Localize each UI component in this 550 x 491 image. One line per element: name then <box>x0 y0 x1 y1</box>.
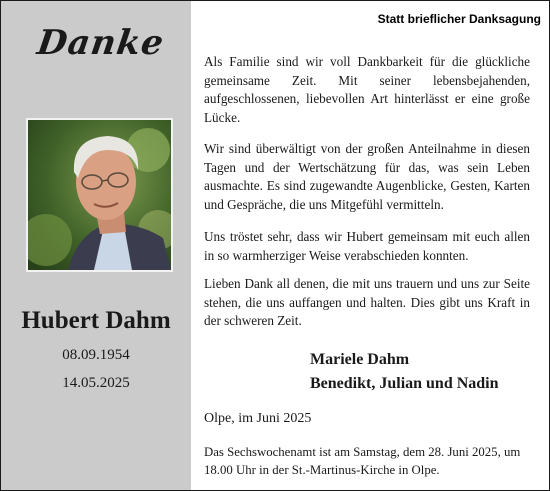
paragraph-sympathy: Wir sind überwältigt von der großen Anteilnahme in diesen Tagen und der Wertschätzung für das, was sein Leben ausmachte. Es sind zugewandte Augenblicke, Gesten, Karten und Gespräche, die uns Mitgefühl vermitteln. <box>204 141 530 212</box>
paragraph-farewell: Uns tröstet sehr, dass wir Hubert gemeinsam mit euch allen in so warmherziger Weise verabschieden konnten. <box>204 229 530 263</box>
death-date: 14.05.2025 <box>62 375 130 391</box>
danke-word: Danke <box>34 23 167 63</box>
paragraph-thanks: Lieben Dank all denen, die mit uns trauern und uns zur Seite stehen, die uns auffangen und halten. Dies gibt uns Kraft in der schweren Zeit. <box>204 276 530 328</box>
portrait-photo <box>26 118 173 272</box>
birth-date: 08.09.1954 <box>62 347 130 363</box>
signature-line-1: Mariele Dahm <box>310 351 410 368</box>
memorial-notice: Das Sechswochenamt ist am Samstag, dem 28. Juni 2025, um 18.00 Uhr in der St.-Martinus-Kirche in Olpe. <box>204 445 521 477</box>
paragraph-gratitude: Als Familie sind wir voll Dankbarkeit für die glückliche gemeinsame Zeit. Mit seiner lebensbejahenden, aufgeschlossenen, liebevollen Art hinterlässt er eine große Lücke. <box>204 54 530 125</box>
place-date: Olpe, im Juni 2025 <box>204 411 312 426</box>
portrait-image <box>28 120 171 270</box>
deceased-name: Hubert Dahm <box>21 307 171 334</box>
left-panel <box>1 1 191 490</box>
signature-line-2: Benedikt, Julian und Nadin <box>310 375 499 392</box>
page-title: Statt brieflicher Danksagung <box>377 12 541 26</box>
danke-script-title <box>34 23 167 71</box>
